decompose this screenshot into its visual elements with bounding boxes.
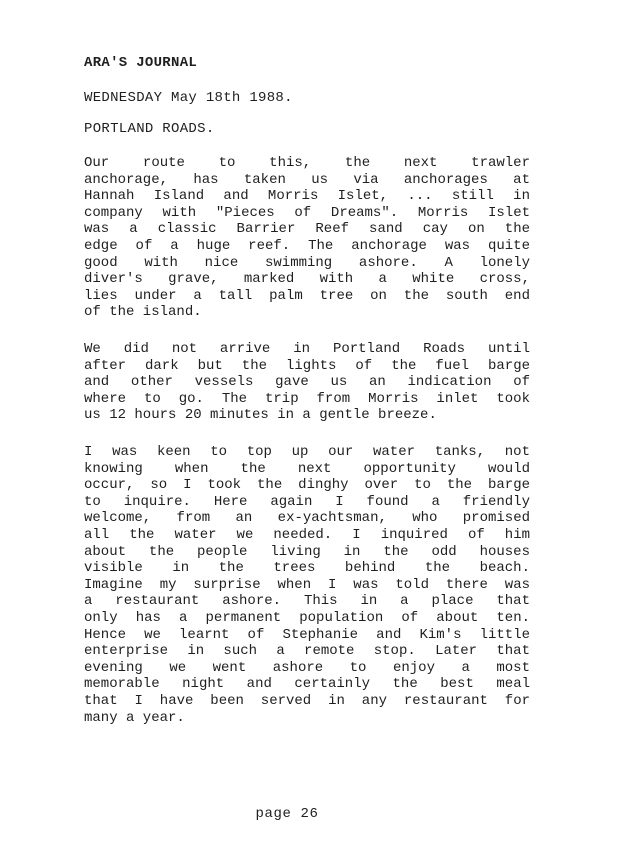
text-line: lies under a tall palm tree on the south end — [84, 287, 530, 304]
text-line: We did not arrive in Portland Roads until — [84, 341, 530, 357]
text-line: and other vessels gave us an indication of — [84, 374, 530, 391]
text-line: evening we went ashore to enjoy a most — [84, 659, 530, 676]
page-number: page 26 — [255, 806, 319, 822]
text-line: Our route to this, the next trawler — [84, 155, 530, 171]
text-line: edge of a huge reef. The anchorage was quite — [84, 237, 530, 254]
text-line: company with "Pieces of Dreams". Morris Islet — [84, 204, 530, 221]
text-line: after dark but the lights of the fuel barge — [84, 357, 530, 374]
entry-location: PORTLAND ROADS. — [84, 121, 215, 137]
text-line: a restaurant ashore. This in a place that — [84, 593, 530, 610]
text-line: good with nice swimming ashore. A lonely — [84, 254, 530, 271]
text-line: memorable night and certainly the best meal — [84, 676, 530, 693]
text-line: enterprise in such a remote stop. Later that — [84, 643, 530, 660]
text-line: Imagine my surprise when I was told there was — [84, 576, 530, 593]
text-line: many a year. — [84, 709, 185, 726]
text-line: to inquire. Here again I found a friendly — [84, 493, 530, 510]
paragraph-arrival — [84, 341, 530, 424]
text-line: I was keen to top up our water tanks, not — [84, 444, 530, 460]
text-line: about the people living in the odd houses — [84, 543, 530, 560]
text-line: knowing when the next opportunity would — [84, 460, 530, 477]
text-line: only has a permanent population of about ten. — [84, 609, 530, 626]
text-line: anchorage, has taken us via anchorages at — [84, 171, 530, 188]
text-line: diver's grave, marked with a white cross, — [84, 271, 530, 288]
paragraph-route — [84, 155, 530, 321]
paragraph-restaurant — [84, 444, 530, 726]
journal-title: ARA'S JOURNAL — [84, 55, 198, 71]
text-line: visible in the trees behind the beach. — [84, 560, 530, 577]
text-line: where to go. The trip from Morris inlet took — [84, 390, 530, 407]
text-line: Hence we learnt of Stephanie and Kim's little — [84, 626, 530, 643]
text-line: that I have been served in any restaurant for — [84, 692, 530, 709]
text-line: welcome, from an ex-yachtsman, who promised — [84, 510, 530, 527]
text-line: occur, so I took the dinghy over to the barge — [84, 477, 530, 494]
text-line: all the water we needed. I inquired of him — [84, 526, 530, 543]
entry-date: WEDNESDAY May 18th 1988. — [84, 90, 293, 106]
text-line: of the island. — [84, 304, 202, 321]
text-line: was a classic Barrier Reef sand cay on the — [84, 221, 530, 238]
text-line: Hannah Island and Morris Islet, ... still in — [84, 188, 530, 205]
text-line: us 12 hours 20 minutes in a gentle breeze. — [84, 407, 437, 424]
